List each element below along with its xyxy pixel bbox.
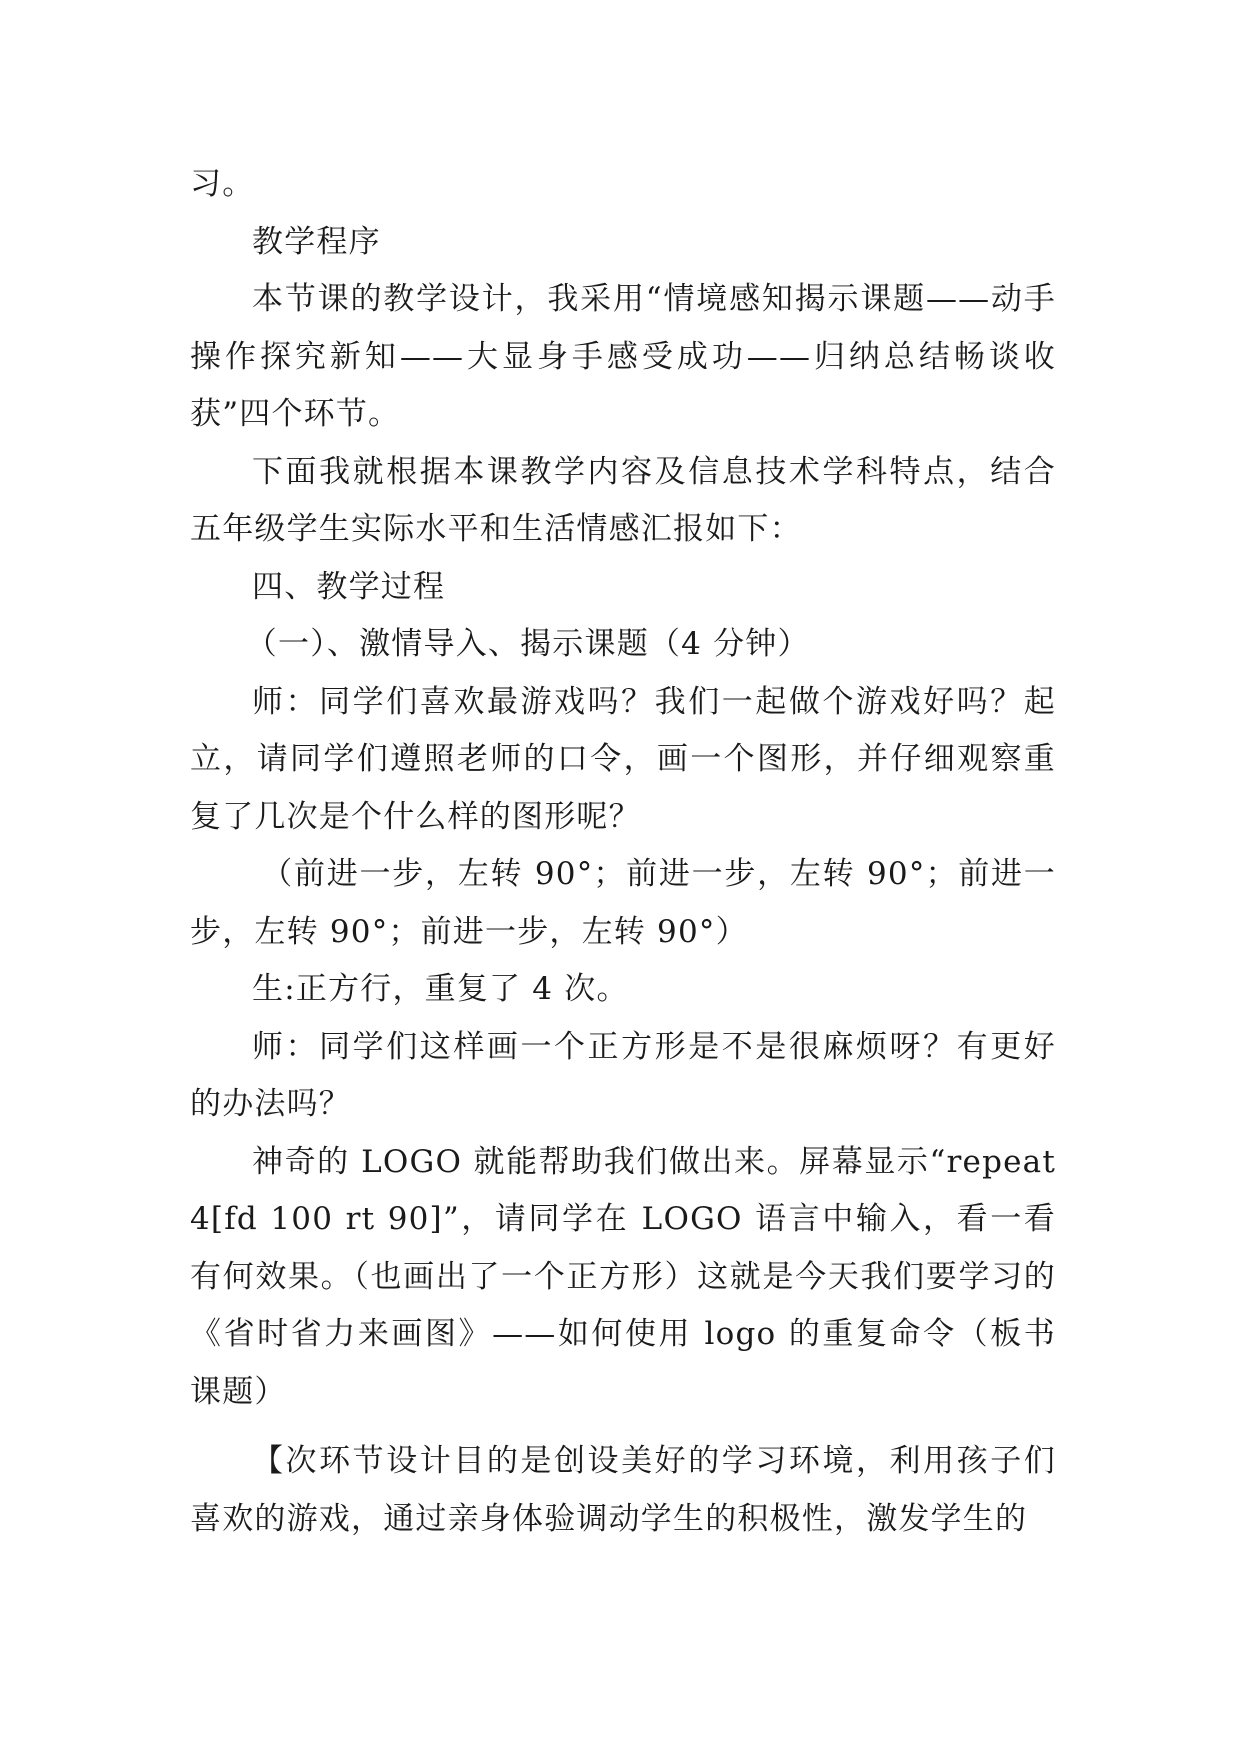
paragraph-design-overview: 本节课的教学设计，我采用“情境感知揭示课题——动手操作探究新知——大显身手感受成功——归纳总结畅谈收获”四个环节。 — [190, 281, 1056, 432]
paragraph-continuation: 习。 — [190, 166, 255, 202]
paragraph-teacher-question-game: 师：同学们喜欢最游戏吗？我们一起做个游戏好吗？起立，请同学们遵照老师的口令，画一个图形，并仔细观察重复了几次是个什么样的图形呢？ — [190, 683, 1056, 835]
paragraph-report-intro: 下面我就根据本课教学内容及信息技术学科特点，结合五年级学生实际水平和生活情感汇报如下： — [190, 453, 1056, 547]
paragraph-logo-repeat: 神奇的 LOGO 就能帮助我们做出来。屏幕显示“repeat 4[fd 100 rt 90]”，请同学在 LOGO 语言中输入，看一看有何效果。（也画出了一个正方形）这就是今天我们要学习的《省时省力来画图》——如何使用 logo 的重复命令（板书课题） — [190, 1143, 1056, 1410]
paragraph-design-purpose: 【次环节设计目的是创设美好的学习环境，利用孩子们喜欢的游戏，通过亲身体验调动学生的积极性，激发学生的 — [190, 1443, 1056, 1537]
document-body — [190, 156, 1056, 1548]
paragraph-instructions: （前进一步，左转 90°；前进一步，左转 90°；前进一步，左转 90°；前进一步，左转 90°） — [190, 856, 1056, 950]
section-heading-teaching-process: 四、教学过程 — [252, 568, 446, 605]
paragraph-heading-teaching-procedure: 教学程序 — [252, 223, 381, 260]
paragraph-teacher-question-better-way: 师：同学们这样画一个正方形是不是很麻烦呀？有更好的办法吗？ — [190, 1028, 1056, 1122]
paragraph-student-answer: 生:正方行，重复了 4 次。 — [252, 971, 629, 1007]
subsection-heading-intro: （一）、激情导入、揭示课题（4 分钟） — [245, 626, 810, 662]
